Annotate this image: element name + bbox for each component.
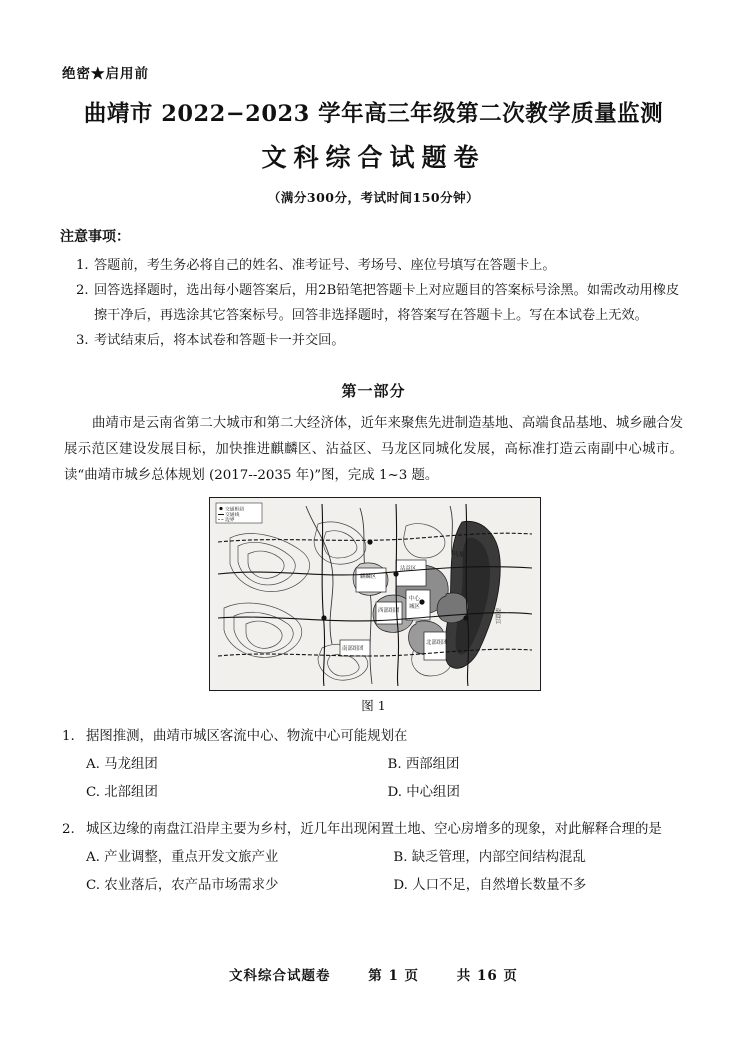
figure-caption: 图 1 (361, 698, 386, 714)
city-plan-map (210, 498, 540, 690)
notice-text: 考试结束后，将本试卷和答题卡一并交回。 (94, 333, 345, 349)
svg-text:交通线: 交通线 (224, 513, 239, 519)
map-label: 麒麟区 (359, 574, 376, 581)
intro-paragraph: 曲靖市是云南省第二大城市和第二大经济体，近年来聚焦先进制造基地、高端食品基地、城乡融合发展示范区建设发展目标，加快推进麒麟区、沾益区、马龙区同城化发展，高标准打造云南副中心城市。读“曲靖市城乡总体规划 (2017--2035 年)”图，完成 1~3 题。 (64, 415, 683, 483)
map-label: 城区 (408, 604, 420, 611)
notice-text: 回答选择题时，选出每小题答案后，用2B铅笔把答题卡上对应题目的答案标号涂黑。如需改动用橡皮擦干净后，再选涂其它答案标号。回答非选择题时，将答案写在答题卡上。写在本试卷上无效。 (94, 283, 680, 323)
question-1-options-row-1 (86, 752, 689, 778)
svg-text:边界: 边界 (224, 518, 235, 524)
notice-number: 1. (76, 258, 89, 273)
question-stem: 据图推测，曲靖市城区客流中心、物流中心可能规划在 (86, 729, 408, 745)
option-c[interactable]: C. 北部组团 (86, 785, 158, 801)
option-c[interactable]: C. 农业落后，农产品市场需求少 (86, 877, 279, 893)
part-title: 第一部分 (341, 381, 406, 400)
page-footer (0, 964, 747, 984)
option-a[interactable]: A. 马龙组团 (86, 757, 158, 773)
map-label: 马龙 (452, 552, 464, 559)
map-figure (209, 497, 541, 691)
figure (209, 497, 539, 714)
exam-note: （满分300分，考试时间150分钟） (267, 190, 480, 205)
notice-heading: 注意事项： (60, 229, 130, 245)
page-title: 曲靖市 2022−2023 学年高三年级第二次教学质量监测 (83, 101, 664, 127)
notice-text: 答题前，考生务必将自己的姓名、准考证号、考场号、座位号填写在答题卡上。 (94, 258, 556, 273)
notice-number: 2. (76, 283, 89, 299)
option-d[interactable]: D. 人口不足，自然增长数量不多 (393, 877, 587, 893)
question-number: 1. (62, 729, 75, 745)
map-label: 沾益区 (399, 566, 416, 573)
question-1-options-row-2 (86, 780, 689, 806)
map-label: 南盘江 (493, 608, 500, 625)
question-stem: 城区边缘的南盘江沿岸主要为乡村，近几年出现闲置土地、空心房增多的现象，对此解释合理的是 (86, 821, 662, 837)
map-label: 南部组团 (341, 646, 364, 653)
notice-item (76, 279, 689, 328)
question-number: 2. (62, 821, 75, 837)
notice-item (76, 254, 689, 278)
question-2-options-row-1 (86, 845, 689, 871)
question-1 (62, 724, 689, 750)
secret-mark: 绝密★启用前 (62, 66, 149, 82)
footer-total-pages: 共 16 页 (456, 968, 518, 984)
option-b[interactable]: B. 缺乏管理，内部空间结构混乱 (393, 849, 586, 865)
notice-list (76, 254, 689, 354)
page-subtitle: 文科综合试题卷 (261, 143, 486, 172)
footer-doc-name: 文科综合试题卷 (229, 968, 331, 984)
notice-number: 3. (76, 333, 89, 349)
option-b[interactable]: B. 西部组团 (387, 757, 460, 773)
question-2-options-row-2 (86, 873, 689, 899)
question-2 (62, 817, 689, 843)
map-label: 北部组团 (425, 640, 448, 647)
option-d[interactable]: D. 中心组团 (387, 785, 460, 801)
notice-item (76, 329, 689, 353)
svg-text:交通枢纽: 交通枢纽 (224, 507, 244, 513)
map-label: 西部组团 (377, 608, 400, 615)
option-a[interactable]: A. 产业调整，重点开发文旅产业 (86, 849, 279, 865)
footer-page-number: 第 1 页 (368, 968, 420, 984)
map-label: 中心 (408, 596, 420, 603)
